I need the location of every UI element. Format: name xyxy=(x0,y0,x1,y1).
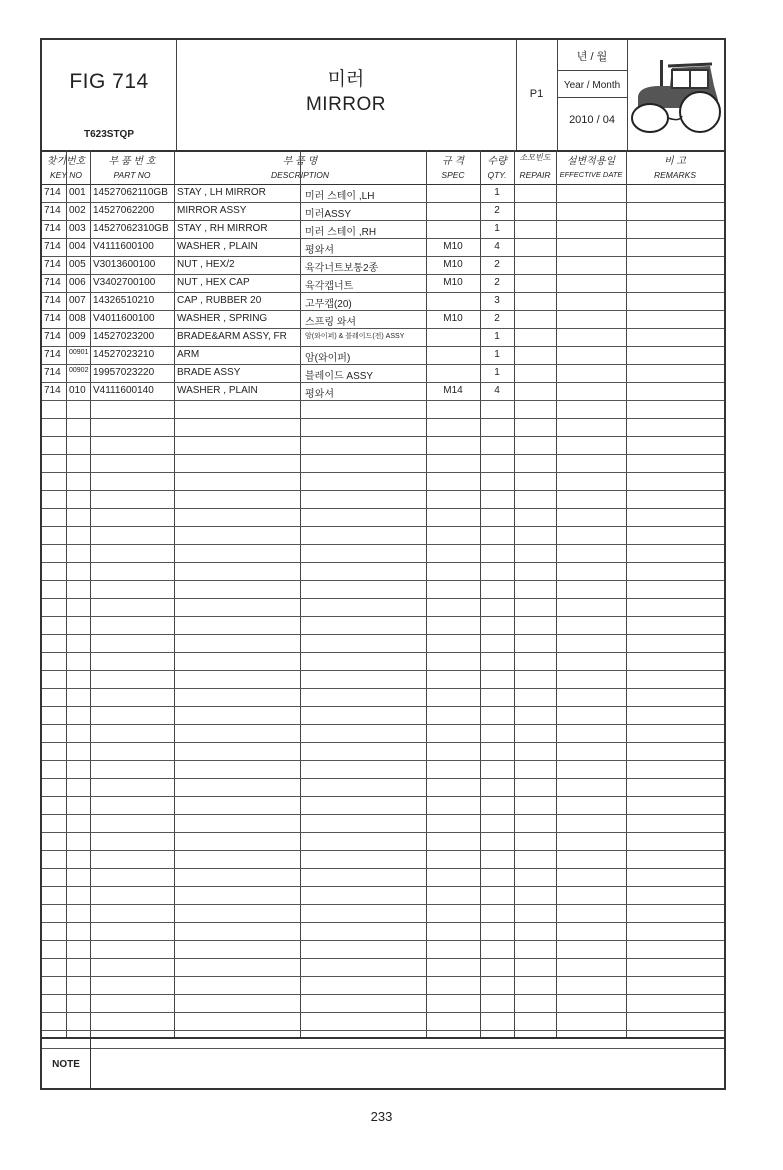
table-row xyxy=(42,184,724,203)
row-description-en: BRADE&ARM ASSY, FR xyxy=(177,331,287,342)
table-row xyxy=(42,904,724,923)
row-description-kr: 암(와이퍼) & 블레이드(전) ASSY xyxy=(305,333,405,340)
divider xyxy=(557,97,627,98)
row-part-number: V4111600140 xyxy=(93,385,154,396)
row-fig: 714 xyxy=(44,367,61,378)
row-fig: 714 xyxy=(44,205,61,216)
table-row xyxy=(42,706,724,725)
row-part-number: 14326510210 xyxy=(93,295,155,306)
row-description-kr: 고무캡(20) xyxy=(305,299,352,310)
row-spec: M10 xyxy=(443,259,463,270)
divider xyxy=(90,1039,91,1090)
row-description-kr: 미러 스테이 ,RH xyxy=(305,227,377,238)
page-number: 233 xyxy=(370,1109,393,1124)
table-row xyxy=(42,724,724,743)
column-headers xyxy=(42,150,724,185)
row-part-number: 14527023200 xyxy=(93,331,155,342)
row-fig: 714 xyxy=(44,385,61,396)
header-repair-en: REPAIR xyxy=(519,170,551,180)
row-fig: 714 xyxy=(44,223,61,234)
row-description-en: CAP , RUBBER 20 xyxy=(177,295,262,306)
table-row xyxy=(42,922,724,941)
table-row xyxy=(42,400,724,419)
row-part-number: 14527062310GB xyxy=(93,223,169,234)
header-desc-en: DESCRIPTION xyxy=(270,170,330,180)
table-row xyxy=(42,238,724,257)
model-code: T623STQP xyxy=(83,129,135,140)
table-row xyxy=(42,328,724,347)
table-row xyxy=(42,364,724,383)
table-row xyxy=(42,346,724,365)
table-row xyxy=(42,634,724,653)
row-fig: 714 xyxy=(44,295,61,306)
table-row xyxy=(42,202,724,221)
header-effective-kr: 설변적용일 xyxy=(566,156,616,167)
row-description-en: NUT , HEX CAP xyxy=(177,277,250,288)
row-key: 009 xyxy=(69,331,86,342)
row-qty: 3 xyxy=(494,295,500,306)
table-row xyxy=(42,580,724,599)
row-spec: M14 xyxy=(443,385,463,396)
row-description-en: WASHER , PLAIN xyxy=(177,385,258,396)
row-part-number: 14527023210 xyxy=(93,349,155,360)
row-description-kr: 미러ASSY xyxy=(305,209,351,220)
header-spec-kr: 규 격 xyxy=(441,156,465,167)
table-row xyxy=(42,850,724,869)
row-qty: 4 xyxy=(494,241,500,252)
row-qty: 1 xyxy=(494,367,500,378)
row-description-en: STAY , LH MIRROR xyxy=(177,187,266,198)
row-part-number: 14527062110GB xyxy=(93,187,168,198)
row-spec: M10 xyxy=(443,277,463,288)
table-row xyxy=(42,274,724,293)
row-description-kr: 블레이드 ASSY xyxy=(305,371,374,382)
header-part-en: PART NO xyxy=(113,170,151,180)
parts-sheet xyxy=(40,38,726,1090)
table-row xyxy=(42,652,724,671)
row-description-kr: 평와셔 xyxy=(305,389,334,400)
row-key: 008 xyxy=(69,313,86,324)
table-row xyxy=(42,670,724,689)
row-fig: 714 xyxy=(44,259,61,270)
row-description-en: MIRROR ASSY xyxy=(177,205,247,216)
row-fig: 714 xyxy=(44,187,61,198)
table-row xyxy=(42,976,724,995)
row-key: 005 xyxy=(69,259,86,270)
row-fig: 714 xyxy=(44,313,61,324)
header-repair-kr: 소모빈도 xyxy=(519,153,551,162)
header-desc-kr: 부 품 명 xyxy=(282,156,318,167)
row-spec: M10 xyxy=(443,313,463,324)
table-row xyxy=(42,256,724,275)
row-part-number: 19957023220 xyxy=(93,367,155,378)
row-description-en: BRADE ASSY xyxy=(177,367,241,378)
row-key: 001 xyxy=(69,187,86,198)
year-month-kr: 년 / 월 xyxy=(576,51,608,63)
table-row xyxy=(42,688,724,707)
table-row xyxy=(42,994,724,1013)
table-row xyxy=(42,292,724,311)
row-description-kr: 평와셔 xyxy=(305,245,334,256)
row-key: 006 xyxy=(69,277,86,288)
table-row xyxy=(42,526,724,545)
row-qty: 2 xyxy=(494,205,500,216)
row-description-en: WASHER , PLAIN xyxy=(177,241,258,252)
table-row xyxy=(42,832,724,851)
table-row xyxy=(42,958,724,977)
table-row xyxy=(42,544,724,563)
header-spec-en: SPEC xyxy=(441,170,465,180)
note-area xyxy=(42,1037,724,1090)
table-row xyxy=(42,382,724,401)
table-row xyxy=(42,508,724,527)
row-spec: M10 xyxy=(443,241,463,252)
table-row xyxy=(42,760,724,779)
table-row xyxy=(42,436,724,455)
table-row xyxy=(42,490,724,509)
divider xyxy=(627,40,628,150)
header-key-en: KEY NO xyxy=(50,170,82,180)
row-key: 00901 xyxy=(69,349,89,356)
row-fig: 714 xyxy=(44,241,61,252)
table-row xyxy=(42,778,724,797)
table-row xyxy=(42,472,724,491)
row-description-en: WASHER , SPRING xyxy=(177,313,268,324)
row-part-number: V4011600100 xyxy=(93,313,155,324)
row-fig: 714 xyxy=(44,349,61,360)
note-label: NOTE xyxy=(52,1059,80,1070)
title-korean: 미러 xyxy=(327,69,365,90)
row-fig: 714 xyxy=(44,277,61,288)
page-label: P1 xyxy=(529,88,544,100)
table-row xyxy=(42,562,724,581)
row-key: 004 xyxy=(69,241,86,252)
year-month-en: Year / Month xyxy=(563,80,621,91)
row-key: 007 xyxy=(69,295,86,306)
title-english: MIRROR xyxy=(305,94,387,115)
row-key: 003 xyxy=(69,223,86,234)
table-row xyxy=(42,310,724,329)
row-qty: 1 xyxy=(494,331,500,342)
row-description-en: NUT , HEX/2 xyxy=(177,259,235,270)
sheet-header xyxy=(42,40,724,152)
row-description-kr: 암(와이퍼) xyxy=(305,353,351,364)
table-row xyxy=(42,454,724,473)
year-month-value: 2010 / 04 xyxy=(569,114,615,126)
row-part-number: 14527062200 xyxy=(93,205,155,216)
table-row xyxy=(42,796,724,815)
header-key-kr: 찾기번호 xyxy=(46,156,86,167)
row-qty: 2 xyxy=(494,259,500,270)
row-qty: 1 xyxy=(494,349,500,360)
row-fig: 714 xyxy=(44,331,61,342)
row-qty: 4 xyxy=(494,385,500,396)
table-row xyxy=(42,616,724,635)
table-row xyxy=(42,418,724,437)
header-qty-kr: 수량 xyxy=(487,156,507,167)
header-effective-en: EFFECTIVE DATE xyxy=(559,170,623,179)
row-key: 002 xyxy=(69,205,86,216)
row-part-number: V3013600100 xyxy=(93,259,156,270)
figure-number: FIG 714 xyxy=(69,70,149,93)
row-key: 010 xyxy=(69,385,86,396)
header-part-kr: 부 품 번 호 xyxy=(108,156,156,167)
row-key: 00902 xyxy=(69,367,89,374)
table-row xyxy=(42,742,724,761)
header-remarks-kr: 비 고 xyxy=(663,156,687,167)
row-qty: 2 xyxy=(494,277,500,288)
row-part-number: V3402700100 xyxy=(93,277,156,288)
table-row xyxy=(42,598,724,617)
row-part-number: V4111600100 xyxy=(93,241,154,252)
row-description-kr: 스프링 와셔 xyxy=(305,317,357,328)
divider xyxy=(557,70,627,71)
table-row xyxy=(42,940,724,959)
row-qty: 1 xyxy=(494,223,500,234)
row-description-kr: 육각너트보통2종 xyxy=(305,263,379,274)
table-row xyxy=(42,868,724,887)
header-qty-en: QTY. xyxy=(487,170,507,180)
header-remarks-en: REMARKS xyxy=(653,170,697,180)
row-description-kr: 육각캡너트 xyxy=(305,281,354,292)
row-qty: 2 xyxy=(494,313,500,324)
table-row xyxy=(42,886,724,905)
row-description-en: ARM xyxy=(177,349,200,360)
row-description-en: STAY , RH MIRROR xyxy=(177,223,268,234)
table-row xyxy=(42,814,724,833)
table-row xyxy=(42,1012,724,1031)
table-row xyxy=(42,220,724,239)
row-qty: 1 xyxy=(494,187,500,198)
tractor-icon xyxy=(630,46,722,144)
row-description-kr: 미러 스테이 ,LH xyxy=(305,191,375,202)
